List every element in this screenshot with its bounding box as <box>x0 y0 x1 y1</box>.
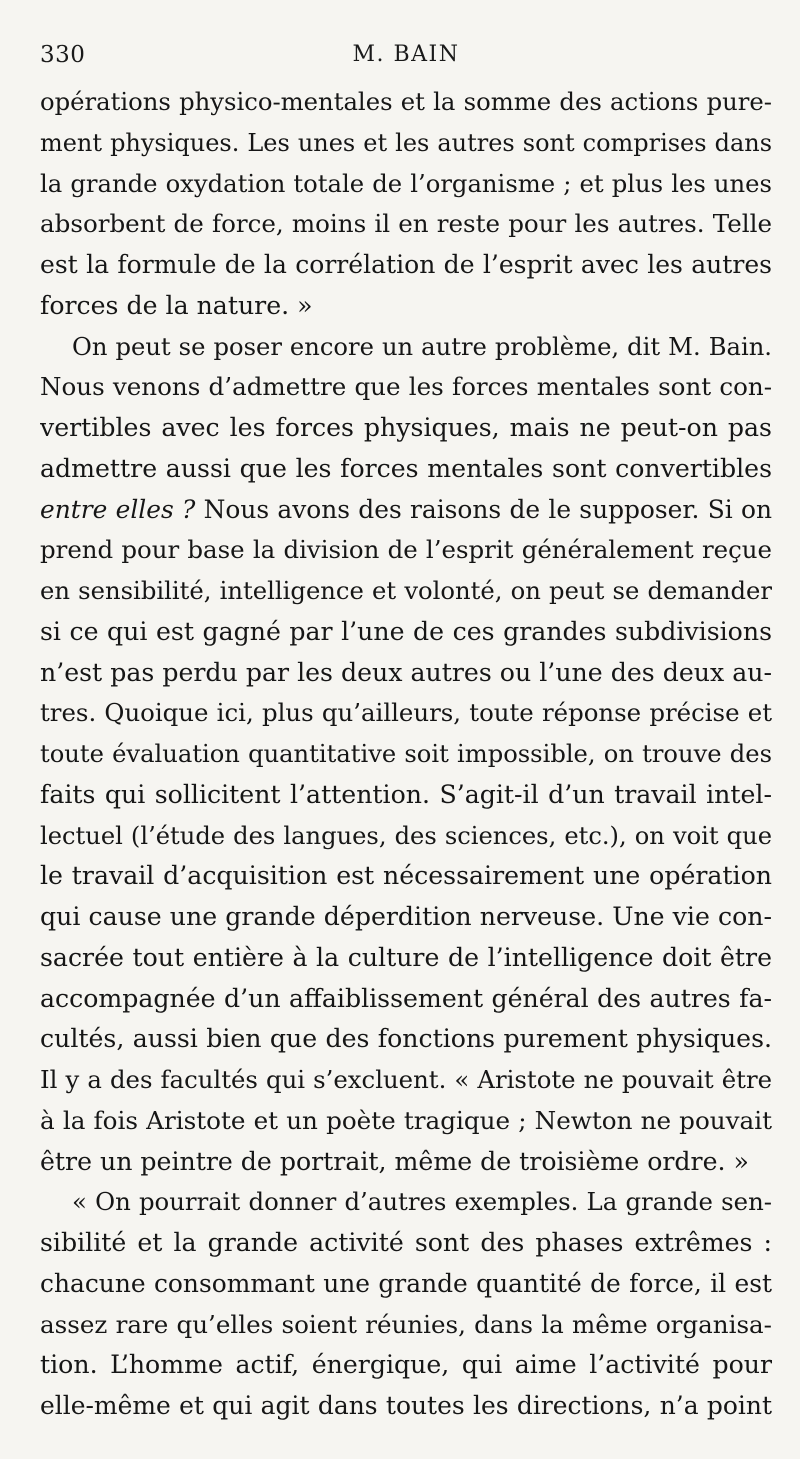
text-line: à la fois Aristote et un poète tragique ; Newton ne pouvait <box>40 1105 772 1135</box>
text-line: être un peintre de portrait, même de troisième ordre. » <box>40 1146 749 1176</box>
text-line: Il y a des facultés qui s’excluent. « Aristote ne pouvait être <box>40 1065 772 1094</box>
text-line: accompagnée d’un affaiblissement général des autres fa- <box>40 983 772 1013</box>
page-number: 330 <box>40 42 86 68</box>
text-line: sibilité et la grande activité sont des phases extrêmes : <box>40 1228 772 1257</box>
italic-phrase: entre elles ? <box>40 494 196 524</box>
page-header <box>40 42 772 72</box>
text-line: n’est pas perdu par les deux autres ou l’une des deux au- <box>40 657 772 687</box>
text-line: lectuel (l’étude des langues, des sciences, etc.), on voit que <box>40 821 772 850</box>
text-line: chacune consommant une grande quantité de force, il est <box>40 1268 772 1298</box>
text-line: opérations physico-mentales et la somme des actions pure- <box>40 87 772 116</box>
text-line: cultés, aussi bien que des fonctions purement physiques. <box>40 1024 772 1054</box>
text-line: absorbent de force, moins il en reste pour les autres. Telle <box>40 209 772 239</box>
text-line: prend pour base la division de l’esprit généralement reçue <box>40 535 772 565</box>
text-line: On peut se poser encore un autre problème, dit M. Bain. <box>72 332 772 361</box>
text-line-rest: Nous avons des raisons de le supposer. Si on <box>203 494 772 524</box>
text-line: toute évaluation quantitative soit impossible, on trouve des <box>40 740 772 768</box>
text-line: en sensibilité, intelligence et volonté, on peut se demander <box>40 576 772 605</box>
text-line: qui cause une grande déperdition nerveuse. Une vie con- <box>40 902 772 931</box>
text-line: faits qui sollicitent l’attention. S’agit-il d’un travail intel- <box>40 779 772 809</box>
text-line: si ce qui est gagné par l’une de ces grandes subdivisions <box>40 616 772 646</box>
text-line: le travail d’acquisition est nécessairement une opération <box>40 861 772 891</box>
text-line: vertibles avec les forces physiques, mais ne peut-on pas <box>40 413 772 442</box>
text-line: admettre aussi que les forces mentales sont convertibles <box>40 453 772 483</box>
text-line <box>40 490 772 531</box>
text-line: elle-même et qui agit dans toutes les directions, n’a point <box>40 1391 772 1420</box>
text-line: assez rare qu’elles soient réunies, dans la même organisa- <box>40 1309 772 1339</box>
text-line: est la formule de la corrélation de l’esprit avec les autres <box>40 250 772 279</box>
text-line: Nous venons d’admettre que les forces mentales sont con- <box>40 372 772 402</box>
body-text <box>40 82 772 1427</box>
text-line: sacrée tout entière à la culture de l’intelligence doit être <box>40 942 772 972</box>
running-head: M. BAIN <box>352 42 460 67</box>
text-line: ment physiques. Les unes et les autres sont comprises dans <box>40 128 772 157</box>
text-line: tion. L’homme actif, énergique, qui aime l’activité pour <box>40 1350 772 1380</box>
text-line: « On pourrait donner d’autres exemples. La grande sen- <box>72 1187 772 1217</box>
text-line: forces de la nature. » <box>40 290 313 320</box>
text-line: tres. Quoique ici, plus qu’ailleurs, toute réponse précise et <box>40 698 772 728</box>
text-line: la grande oxydation totale de l’organisme ; et plus les unes <box>40 168 772 198</box>
